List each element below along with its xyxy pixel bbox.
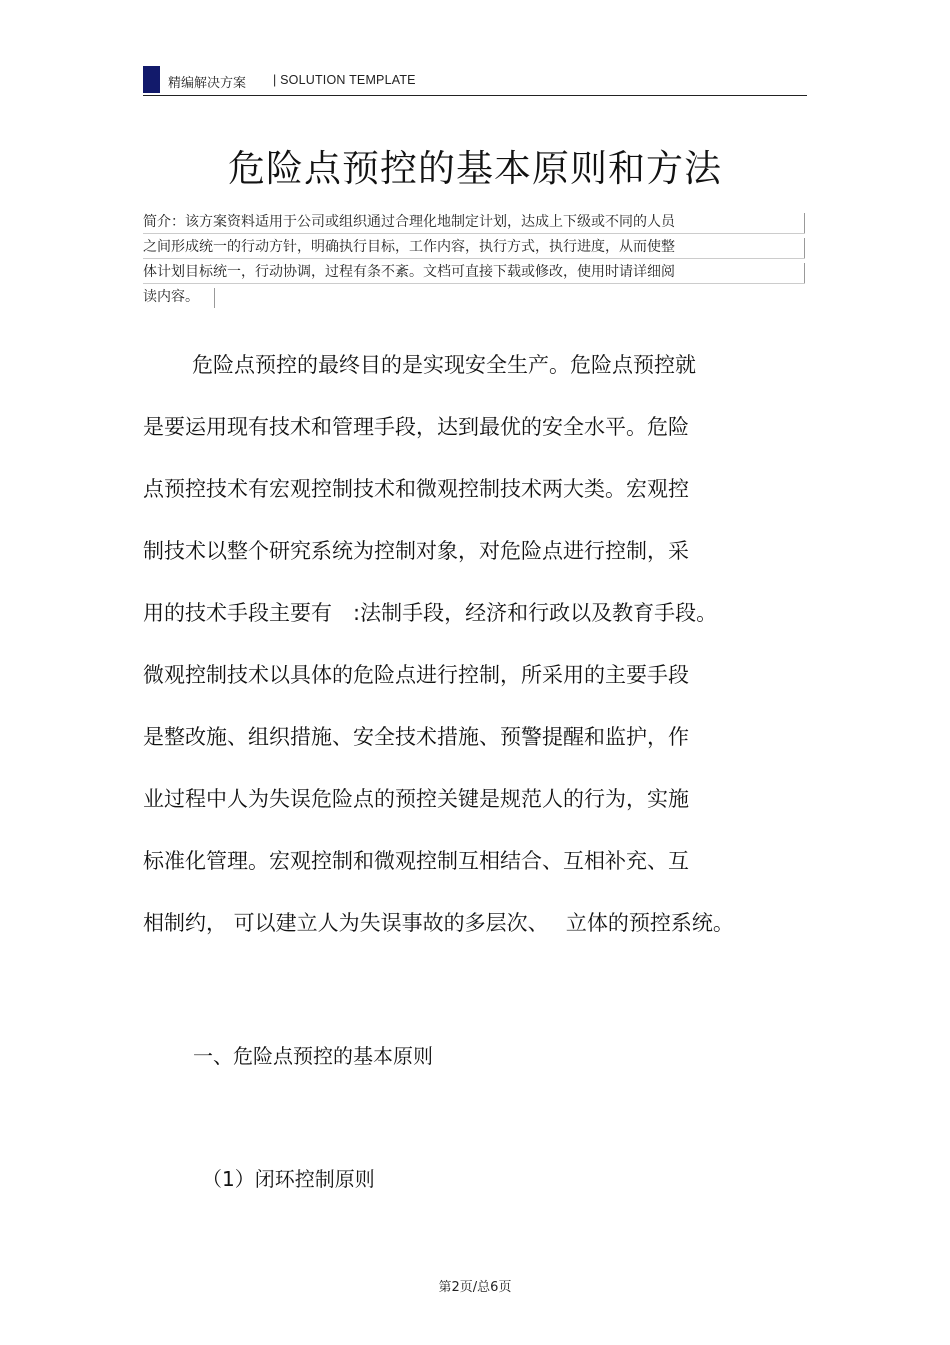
intro-text: 体计划目标统一，行动协调，过程有条不紊。文档可直接下载或修改，使用时请详细阅 bbox=[143, 264, 675, 280]
paragraph-line: 标准化管理。宏观控制和微观控制互相结合、互相补充、互 bbox=[143, 849, 689, 873]
template-label: | SOLUTION TEMPLATE bbox=[273, 73, 416, 87]
intro-divider bbox=[214, 288, 215, 308]
paragraph-line: 是要运用现有技术和管理手段，达到最优的安全水平。危险 bbox=[143, 415, 689, 439]
section-heading: 一、危险点预控的基本原则 bbox=[193, 1044, 433, 1068]
paragraph-line: 微观控制技术以具体的危险点进行控制，所采用的主要手段 bbox=[143, 663, 689, 687]
paragraph-line: 业过程中人为失误危险点的预控关键是规范人的行为，实施 bbox=[143, 787, 689, 811]
intro-text: 读内容。 bbox=[143, 289, 199, 305]
intro-line bbox=[143, 261, 807, 286]
sub-heading: （1）闭环控制原则 bbox=[202, 1167, 375, 1191]
intro-text: 之间形成统一的行动方针，明确执行目标，工作内容，执行方式，执行进度，从而使整 bbox=[143, 239, 675, 255]
page-footer: 第2页/总6页 bbox=[438, 1280, 512, 1295]
page-header bbox=[143, 66, 807, 96]
paragraph-line: 是整改施、组织措施、安全技术措施、预警提醒和监护，作 bbox=[143, 725, 689, 749]
intro-underline bbox=[143, 258, 805, 259]
paragraph-line: 相制约， 可以建立人为失误事故的多层次、 立体的预控系统。 bbox=[143, 911, 734, 935]
intro-divider bbox=[804, 238, 805, 258]
body-paragraph bbox=[143, 342, 823, 962]
intro-divider bbox=[804, 263, 805, 283]
intro-underline bbox=[143, 283, 805, 284]
intro-text: 简介：该方案资料适用于公司或组织通过合理化地制定计划，达成上下级或不同的人员 bbox=[143, 214, 675, 230]
intro-box bbox=[143, 211, 807, 311]
intro-line bbox=[143, 286, 807, 311]
paragraph-line: 制技术以整个研究系统为控制对象，对危险点进行控制，采 bbox=[143, 539, 689, 563]
intro-line bbox=[143, 211, 807, 236]
brand-name: 精编解决方案 bbox=[168, 76, 247, 91]
intro-divider bbox=[804, 213, 805, 233]
document-title: 危险点预控的基本原则和方法 bbox=[228, 147, 722, 190]
paragraph-line: 危险点预控的最终目的是实现安全生产。危险点预控就 bbox=[192, 353, 696, 377]
intro-underline bbox=[143, 233, 805, 234]
intro-line bbox=[143, 236, 807, 261]
paragraph-line: 用的技术手段主要有 :法制手段，经济和行政以及教育手段。 bbox=[143, 601, 718, 625]
logo-icon bbox=[143, 66, 160, 93]
paragraph-line: 点预控技术有宏观控制技术和微观控制技术两大类。宏观控 bbox=[143, 477, 689, 501]
